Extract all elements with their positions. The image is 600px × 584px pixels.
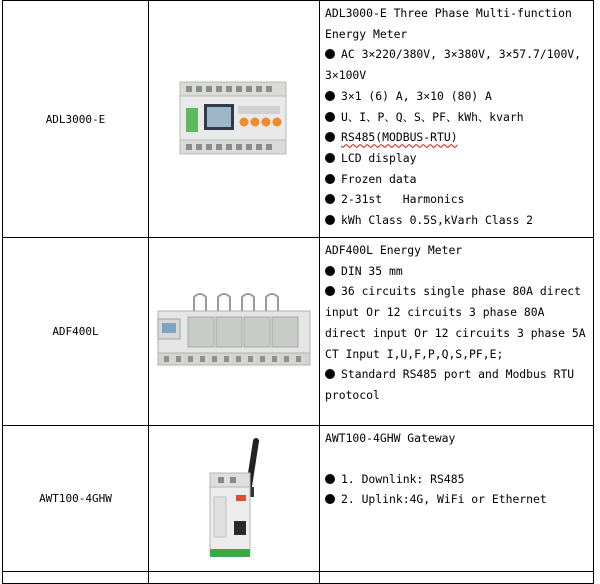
description-cell: [320, 1, 594, 238]
list-item: 2-31st Harmonics: [325, 189, 591, 210]
list-item: 36 circuits single phase 80A direct input Or 12 circuits 3 phase 80A direct input Or 12 circuits 3 phase 5A CT Input I,U,F,P,Q,S,PF,E;: [325, 284, 586, 361]
description-title: AWT100-4GHW Gateway: [325, 431, 456, 445]
list-item: Frozen data: [325, 169, 591, 190]
product-spec-table: [2, 0, 594, 584]
bullet-icon: [325, 91, 335, 101]
list-item: Standard RS485 port and Modbus RTU protocol: [325, 367, 575, 402]
bullet-icon: [325, 153, 335, 163]
multi-circuit-meter-image: [154, 289, 314, 375]
table-row: [3, 572, 594, 584]
bullet-icon: [325, 194, 335, 204]
bullet-icon: [325, 112, 335, 122]
model-cell: ADL3000-E: [3, 1, 149, 238]
bullet-icon: [325, 266, 335, 276]
bullet-icon: [325, 49, 335, 59]
description-cell: [320, 238, 594, 426]
list-item: DIN 35 mm: [325, 261, 591, 282]
bullet-icon: [325, 132, 335, 142]
list-item: AC 3×220/380V, 3×380V, 3×57.7/100V, 3×100V: [325, 47, 582, 83]
list-item: U、I、P、Q、S、PF、kWh、kvarh: [325, 107, 591, 128]
image-cell: [149, 1, 320, 238]
model-cell: AWT100-4GHW: [3, 426, 149, 572]
table-row: [3, 238, 594, 426]
list-item: 2. Uplink:4G, WiFi or Ethernet: [325, 489, 591, 510]
bullet-icon: [325, 174, 335, 184]
description-title: ADL3000-E Three Phase Multi-function Energy Meter: [325, 6, 572, 41]
bullet-icon: [325, 369, 335, 379]
table-row: [3, 1, 594, 238]
image-cell: [149, 238, 320, 426]
table-row: [3, 426, 594, 572]
list-item: 1. Downlink: RS485: [325, 469, 591, 490]
bullet-icon: [325, 494, 335, 504]
model-cell: ADF400L: [3, 238, 149, 426]
list-item: LCD display: [325, 148, 591, 169]
bullet-icon: [325, 215, 335, 225]
gateway-with-antenna-image: [194, 437, 274, 561]
image-cell: [149, 426, 320, 572]
bullet-icon: [325, 286, 335, 296]
list-item: RS485(MODBUS-RTU): [325, 127, 591, 148]
three-phase-energy-meter-image: [178, 74, 290, 164]
description-title: ADF400L Energy Meter: [325, 243, 463, 257]
bullet-icon: [325, 474, 335, 484]
description-cell: [320, 426, 594, 572]
list-item: 3×1 (6) A, 3×10 (80) A: [325, 86, 591, 107]
list-item: kWh Class 0.5S,kVarh Class 2: [325, 210, 591, 231]
